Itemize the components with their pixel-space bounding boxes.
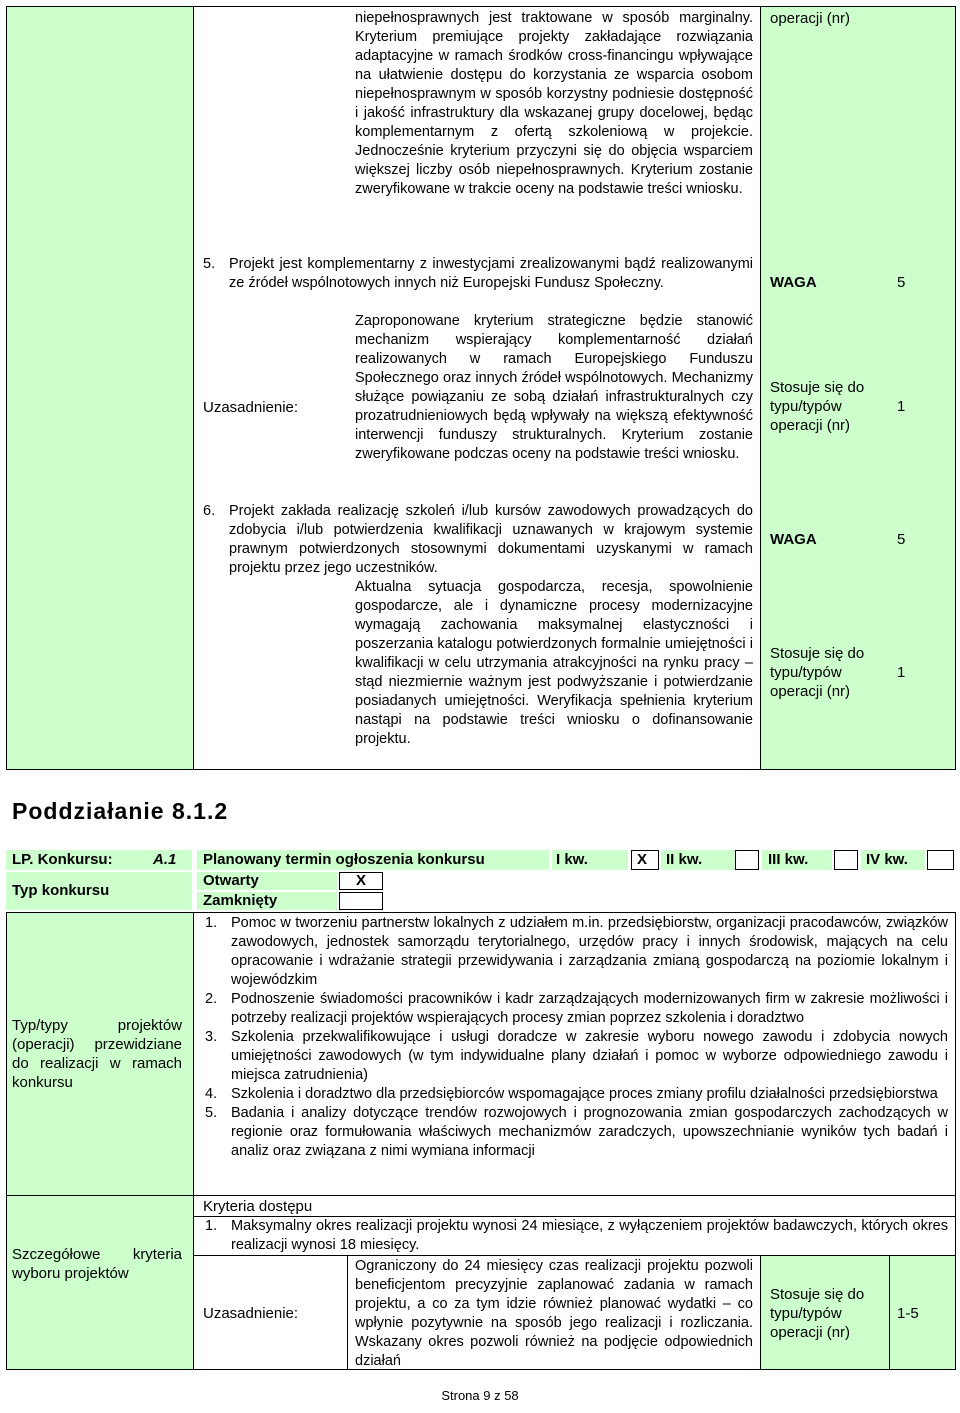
weight-value-6: 5 (897, 531, 906, 548)
q3-mark-cell (834, 850, 858, 870)
q2-label: II kw. (666, 851, 703, 868)
q1-label: I kw. (556, 851, 588, 868)
applies-value-detail: 1-5 (897, 1305, 919, 1322)
project-type-4: 4. Szkolenia i doradztwo dla przedsiębiorców wspomagające proces zmiany profilu działalności przedsiębiorstwa (205, 1086, 938, 1102)
justification-6: Aktualna sytuacja gospodarcza, recesja, spowolnienie gospodarcze, ale i dynamiczne procesy modernizacyjne wymagają zachowania maksymalnej elastyczności i poszerzania katalogu potwierdzonych formalnie umiejętności i kwalifikacji w celu utrzymania atrakcyjności na rynku pracy – stąd niezmiernie ważnym jest podwyższanie i potwierdzanie posiadanych umiejętności. Weryfikacja spełnienia kryterium nastąpi na podstawie treści wniosku o dofinansowanie projektu. (355, 579, 753, 747)
closed-mark-cell (339, 892, 383, 910)
weight-label-5: WAGA (770, 274, 817, 291)
lp-label: LP. Konkursu: (12, 851, 113, 868)
section-title: Poddziałanie 8.1.2 (12, 798, 229, 824)
criterion-4-continuation: niepełnosprawnych jest traktowane w sposób marginalny. Kryterium premiujące projekty zakładające rozwiązania adaptacyjne w ramach środków cross-financingu wpływające na ułatwienie dostępu do korzystania ze wsparcia osobom niepełnosprawnym w sposób korzystny podniesie dostępność i jakość infrastruktury dla wskazanej grupy docelowej, będąc komplementarnym z ofertą szkoleniową w projekcie. Jednocześnie kryterium przyczyni się do objęcia wsparciem większej liczby osób niepełnosprawnych. Kryterium zostanie zweryfikowane w trakcie oceny na podstawie treści wniosku. (355, 10, 753, 197)
applies-value-6: 1 (897, 664, 906, 681)
applies-label-top: operacji (nr) (770, 10, 851, 27)
applies-label-detail: Stosuje się do typu/typów operacji (nr) (770, 1286, 865, 1341)
access-criteria-label: Kryteria dostępu (203, 1198, 313, 1215)
weight-label-6: WAGA (770, 531, 817, 548)
contest-type-label: Typ konkursu (12, 882, 110, 899)
open-label: Otwarty (203, 872, 259, 889)
criterion-5: 5. Projekt jest komplementarny z inwestycjami zrealizowanymi bądź realizowanymi ze źródeł wspólnotowych innych niż Europejski Fundusz Społeczny. (203, 256, 753, 291)
page-number: Strona 9 z 58 (441, 1388, 519, 1403)
project-types-label: Typ/typy projektów (operacji) przewidziane do realizacji w ramach konkursu (12, 1017, 182, 1091)
project-type-2: 2. Podnoszenie świadomości pracowników i kadr zarządzających modernizowanych firm w zakresie możliwości i potrzeby realizacji projektów wspierających procesy zmian poprzez szkolenia i doradztwo (205, 991, 948, 1026)
criteria-label: Szczegółowe kryteria wyboru projektów (12, 1246, 182, 1282)
access-criterion-1: 1. Maksymalny okres realizacji projektu wynosi 24 miesiące, z wyłączeniem projektów badawczych, których okres realizacji wynosi 18 miesięcy. (205, 1218, 948, 1253)
applies-value-5: 1 (897, 398, 906, 415)
justification-label-5: Uzasadnienie: (203, 399, 299, 416)
justification-5: Zaproponowane kryterium strategiczne będzie stanowić mechanizm wspierający komplementarność działań realizowanych w ramach Europejskiego Funduszu Społecznego oraz innych źródeł wspólnotowych. Mechanizmy służące powiązaniu ze sobą działań infrastrukturalnych czy prozatrudnieniowych będą wpływały na większą efektywność interwencji funduszy strukturalnych. Kryterium zostanie zweryfikowane podczas oceny na podstawie treści wniosku. (355, 313, 753, 462)
q3-label: III kw. (768, 851, 809, 868)
project-type-5: 5. Badania i analizy dotyczące trendów rozwojowych i prognozowania zmian gospodarczych zachodzących w regionie oraz formułowania właściwych mechanizmów zaradczych, upowszechnianie wyników tych badań i analiz oraz związana z nimi wymiana informacji (205, 1105, 948, 1159)
open-mark: X (356, 872, 367, 889)
justification-label-detail: Uzasadnienie: (203, 1305, 299, 1322)
criterion-6: 6. Projekt zakłada realizację szkoleń i/lub kursów zawodowych prowadzących do zdobycia i/lub potwierdzenia kwalifikacji uznawanych w krajowym systemie prawnym potwierdzonych stosownymi dokumentami uzyskanymi w ramach projektu przez jego uczestników. (203, 503, 753, 576)
left-empty-cell (6, 6, 194, 770)
project-types-list (205, 914, 948, 1161)
q1-mark: X (637, 851, 648, 868)
q4-mark-cell (927, 850, 954, 870)
planned-label: Planowany termin ogłoszenia konkursu (203, 851, 485, 868)
project-type-3: 3. Szkolenia przekwalifikowujące i usługi doradcze w zakresie wyboru nowego zawodu i zdobycia nowych umiejętności zawodowych (w tym indywidualne plany działań i pomoc w wyborze odpowiedniego zawodu i miejsca zatrudnienia) (205, 1029, 948, 1083)
justification-detail: Ograniczony do 24 miesięcy czas realizacji projektu pozwoli beneficjentom precyzyjnie zaplanować zadania w ramach projektu, a co za tym idzie również planować wydatki – co wpłynie pozytywnie na sposób jego realizacji i rozliczania. Wskazany okres pozwoli również na podjęcie odpowiednich działań (355, 1258, 753, 1369)
q4-label: IV kw. (866, 851, 908, 868)
q2-mark-cell (735, 850, 759, 870)
applies-label-6: Stosuje się do typu/typów operacji (nr) (770, 645, 865, 700)
weight-value-5: 5 (897, 274, 906, 291)
lp-value: A.1 (153, 851, 177, 868)
project-type-1: 1. Pomoc w tworzeniu partnerstw lokalnych z udziałem m.in. przedsiębiorstw, organizacji pracodawców, związków zawodowych, jednostek samorządu terytorialnego, urzędów pracy i innych środowisk, mających na celu opracowanie i wdrażanie strategii przewidywania i zarządzania zmianą gospodarczą na poziomie lokalnym i wojewódzkim (205, 915, 948, 988)
applies-label-5: Stosuje się do typu/typów operacji (nr) (770, 379, 865, 434)
closed-label: Zamknięty (203, 892, 278, 909)
